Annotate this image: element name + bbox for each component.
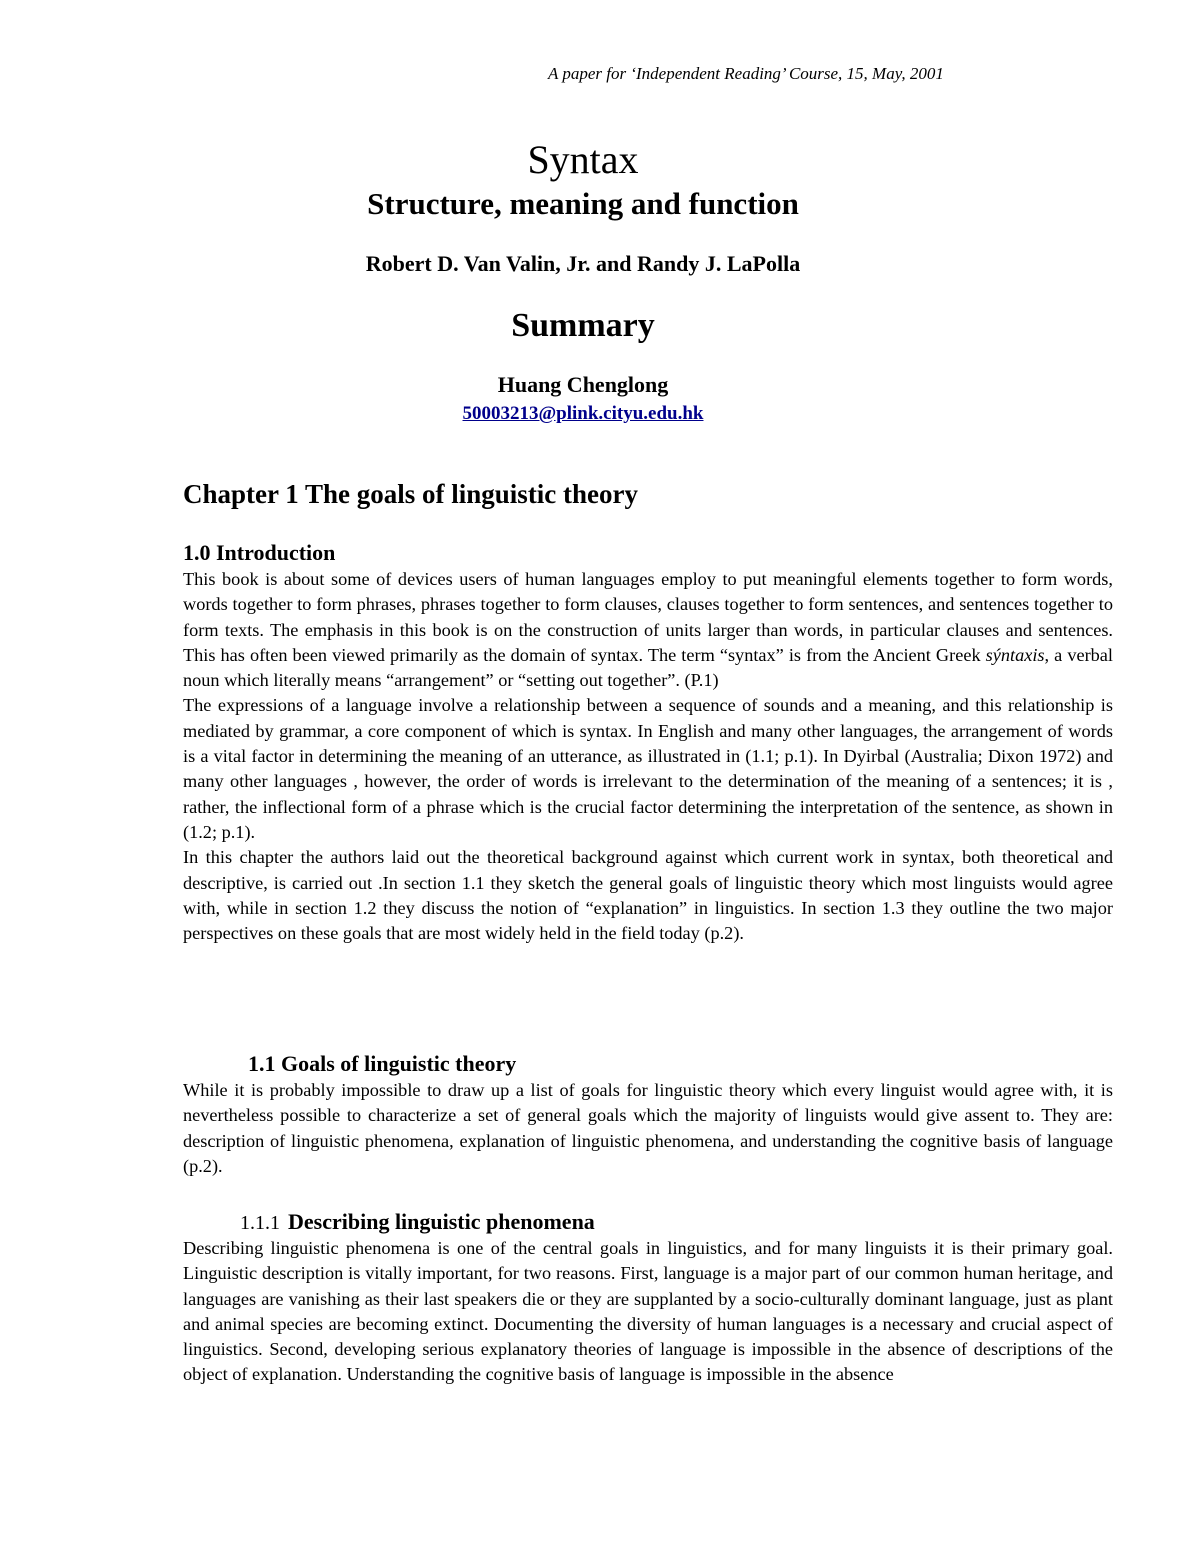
book-subtitle: Structure, meaning and function [367,186,799,221]
subsection-number: 1.1.1 [240,1212,280,1234]
book-title: Syntax [527,137,639,182]
summary-heading: Summary [511,307,655,344]
greek-term: sýntaxis [985,644,1045,665]
introduction-paragraph-1: This book is about some of devices users of human languages employ to put meaningful elements together to form words, words together to form phrases, phrases together to form clauses, clauses together to form sentences, and sentences together to form texts. The emphasis in this book is on the construction of units larger than words, in particular clauses and sentences. This has often been viewed primarily as the domain of syntax. The term “syntax” is from the Ancient Greek sýntaxis, a verbal noun which literally means “arrangement” or “setting out together”. (P.1) [183,569,1113,691]
summarizer-name: Huang Chenglong [497,372,669,397]
chapter-heading: Chapter 1 The goals of linguistic theory [183,479,639,509]
email-link[interactable]: 50003213@plink.cityu.edu.hk [462,403,704,424]
goals-paragraph-1: While it is probably impossible to draw up a list of goals for linguistic theory which every linguist would agree with, it is nevertheless possible to characterize a set of general goals which the majority of linguists would give assent to. They are: description of linguistic phenomena, explanation of linguistic phenomena, and understanding the cognitive basis of language (p.2). [183,1080,1113,1176]
introduction-body [183,567,1113,946]
email-line [0,401,1166,427]
subsection-heading-describing [240,1208,595,1237]
describing-body [183,1236,1113,1388]
section-heading-goals: 1.1 Goals of linguistic theory [248,1051,517,1076]
describing-paragraph-1: Describing linguistic phenomena is one of the central goals in linguistics, and for many linguists it is their primary goal. Linguistic description is vitally important, for two reasons. First, language is a major part of our common human heritage, and languages are vanishing as their last speakers die or they are supplanted by a socio-culturally dominant language, just as plant and animal species are becoming extinct. Documenting the diversity of human languages is a necessary and crucial aspect of linguistics. Second, developing serious explanatory theories of language is impossible in the absence of descriptions of the object of explanation. Understanding the cognitive basis of language is impossible in the absence [183,1238,1113,1385]
goals-body [183,1078,1113,1179]
subsection-title: Describing linguistic phenomena [288,1209,595,1234]
introduction-paragraph-2: The expressions of a language involve a relationship between a sequence of sounds and a meaning, and this relationship is mediated by grammar, a core component of which is syntax. In English and many other languages, the arrangement of words is a vital factor in determining the meaning of an utterance, as illustrated in (1.1; p.1). In Dyirbal (Australia; Dixon 1972) and many other languages , however, the order of words is irrelevant to the determination of the meaning of a sentences; it is , rather, the inflectional form of a phrase which is the crucial factor determining the interpretation of the sentence, as shown in (1.2; p.1). [183,695,1113,842]
book-authors: Robert D. Van Valin, Jr. and Randy J. LaPolla [365,251,801,276]
header-note: A paper for ‘Independent Reading’ Course, 15, May, 2001 [548,64,944,83]
section-heading-introduction: 1.0 Introduction [183,540,336,565]
introduction-paragraph-3: In this chapter the authors laid out the theoretical background against which current work in syntax, both theoretical and descriptive, is carried out .In section 1.1 they sketch the general goals of linguistic theory which most linguists would agree with, while in section 1.2 they discuss the notion of “explanation” in linguistics. In section 1.3 they outline the two major perspectives on these goals that are most widely held in the field today (p.2). [183,847,1113,944]
